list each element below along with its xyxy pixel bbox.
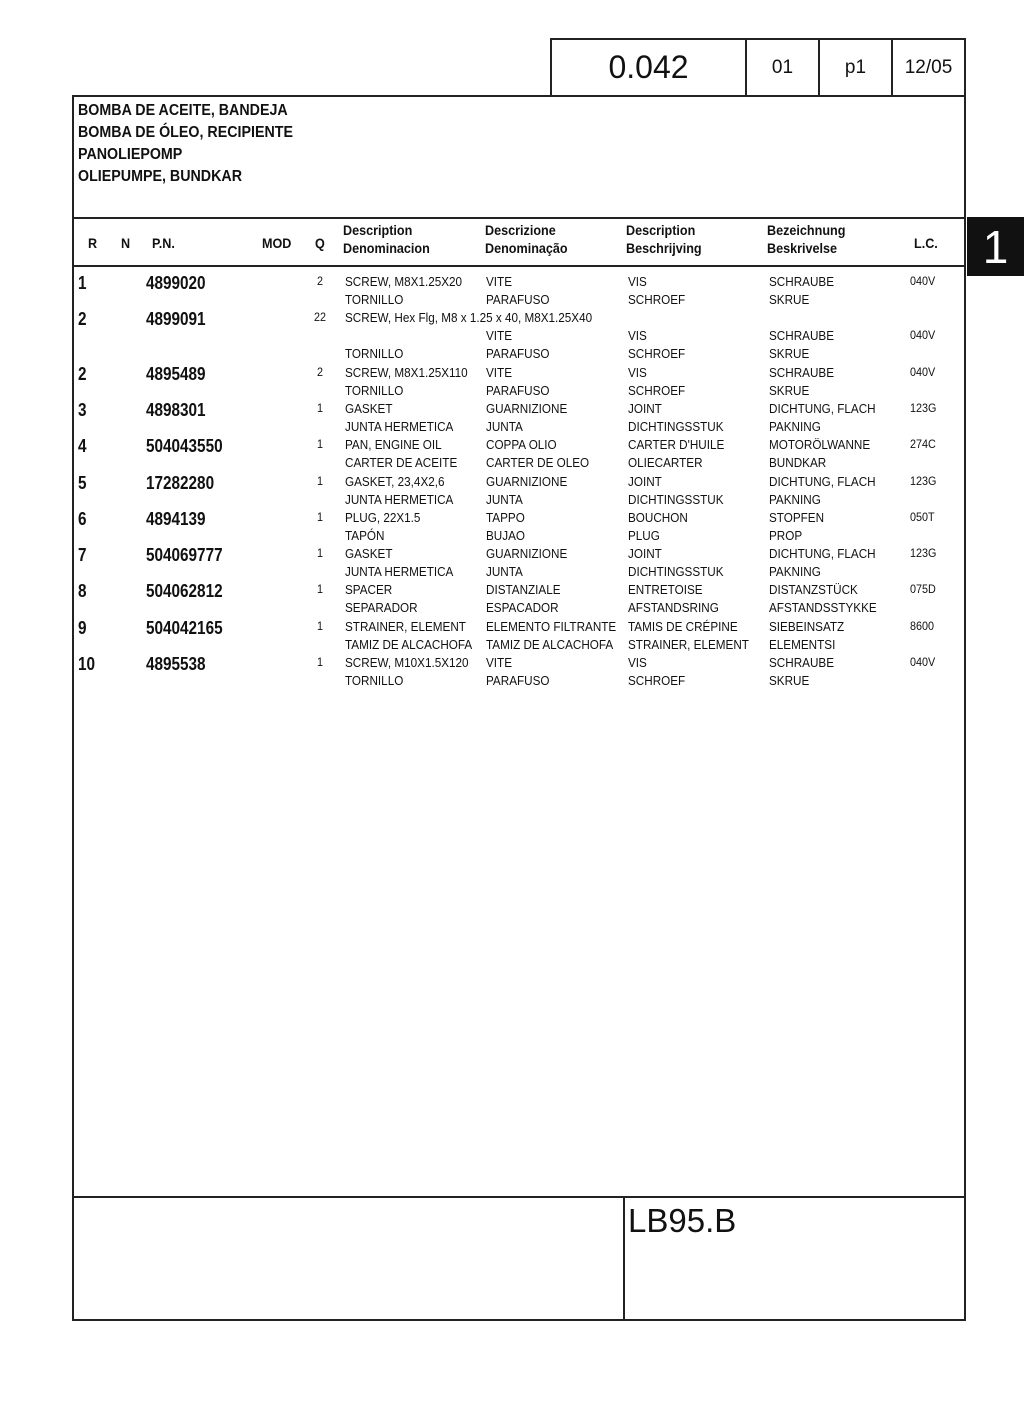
title-da: OLIEPUMPE, BUNDKAR	[78, 168, 243, 185]
row-desc-fr: VIS	[628, 328, 647, 343]
row-desc-it: GUARNIZIONE	[486, 474, 568, 489]
row-part-number: 4899020	[146, 273, 206, 293]
row-desc-it: COPPA OLIO	[486, 437, 557, 452]
row-lc: 040V	[910, 655, 936, 669]
row-part-number: 504062812	[146, 581, 223, 601]
row-desc-en: SPACER	[345, 582, 393, 597]
col-desc4	[767, 221, 845, 257]
col-desc3-a: Description	[626, 222, 696, 238]
divider-footer	[72, 1196, 966, 1198]
row-desc-fr: VIS	[628, 274, 647, 289]
row-part-number: 504069777	[146, 545, 223, 565]
col-lc: L.C.	[914, 235, 938, 251]
col-n: N	[121, 235, 131, 251]
page-code: 0.042	[608, 49, 689, 85]
page-number: p1	[844, 56, 867, 78]
row-ref: 1	[78, 273, 87, 293]
date-box	[891, 38, 966, 97]
row-desc-pt: TAMIZ DE ALCACHOFA	[486, 637, 614, 652]
row-lc: 050T	[910, 510, 935, 524]
model-code: LB95.B	[628, 1202, 737, 1239]
row-desc-nl: DICHTINGSSTUK	[628, 564, 724, 579]
row-desc-de: SCHRAUBE	[769, 365, 835, 380]
row-desc-da: SKRUE	[769, 673, 810, 688]
row-desc-de: SCHRAUBE	[769, 328, 835, 343]
row-ref: 10	[78, 654, 96, 674]
row-desc-da: SKRUE	[769, 292, 810, 307]
row-desc-da: SKRUE	[769, 346, 810, 361]
row-lc: 040V	[910, 328, 936, 342]
row-qty: 1	[317, 655, 324, 669]
row-part-number: 4898301	[146, 400, 206, 420]
row-desc-da: SKRUE	[769, 383, 810, 398]
row-desc-es: TORNILLO	[345, 292, 404, 307]
row-ref: 2	[78, 364, 87, 384]
row-desc-en: SCREW, M8X1.25X20	[345, 274, 463, 289]
row-desc-da: PAKNING	[769, 564, 821, 579]
row-desc-da: PAKNING	[769, 419, 821, 434]
row-desc-pt: PARAFUSO	[486, 292, 550, 307]
col-desc2-b: Denominação	[485, 240, 568, 256]
row-qty: 22	[314, 310, 327, 324]
row-desc-it: VITE	[486, 328, 513, 343]
row-desc-es: JUNTA HERMETICA	[345, 419, 454, 434]
row-part-number: 4895538	[146, 654, 206, 674]
row-desc-nl: SCHROEF	[628, 292, 686, 307]
row-ref: 2	[78, 309, 87, 329]
section-number: 01	[771, 56, 794, 78]
section-tab-number: 1	[982, 220, 1009, 273]
row-desc-da: PAKNING	[769, 492, 821, 507]
row-lc: 040V	[910, 274, 936, 288]
row-desc-pt: PARAFUSO	[486, 383, 550, 398]
row-qty: 2	[317, 365, 324, 379]
row-desc-fr: ENTRETOISE	[628, 582, 703, 597]
row-part-number: 504042165	[146, 618, 223, 638]
row-desc-it: GUARNIZIONE	[486, 401, 568, 416]
row-desc-it: TAPPO	[486, 510, 525, 525]
row-desc-da: AFSTANDSSTYKKE	[769, 600, 877, 615]
row-ref: 5	[78, 473, 87, 493]
row-desc-nl: SCHROEF	[628, 346, 686, 361]
row-desc-en: SCREW, M8X1.25X110	[345, 365, 468, 380]
divider-header	[72, 265, 966, 267]
row-desc-pt: JUNTA	[486, 492, 523, 507]
row-qty: 2	[317, 274, 324, 288]
row-lc: 123G	[910, 474, 937, 488]
row-qty: 1	[317, 546, 324, 560]
section-tab	[967, 217, 1024, 276]
row-desc-fr: JOINT	[628, 474, 662, 489]
row-desc-de: SCHRAUBE	[769, 274, 835, 289]
row-desc-en: GASKET	[345, 401, 393, 416]
row-desc-es: SEPARADOR	[345, 600, 418, 615]
row-desc-nl: PLUG	[628, 528, 660, 543]
row-desc-es: CARTER DE ACEITE	[345, 455, 458, 470]
row-qty: 1	[317, 474, 324, 488]
col-desc1	[343, 221, 430, 257]
row-desc-es: JUNTA HERMETICA	[345, 492, 454, 507]
row-desc-de: MOTORÖLWANNE	[769, 437, 871, 452]
divider-title	[72, 217, 966, 219]
row-ref: 7	[78, 545, 87, 565]
page-code-box	[550, 38, 747, 97]
page-box	[818, 38, 893, 97]
section-box	[745, 38, 820, 97]
row-desc-da: ELEMENTSI	[769, 637, 836, 652]
title-es: BOMBA DE ACEITE, BANDEJA	[78, 102, 288, 119]
row-desc-pt: ESPACADOR	[486, 600, 559, 615]
row-desc-da: BUNDKAR	[769, 455, 827, 470]
row-lc: 123G	[910, 546, 937, 560]
row-lc: 123G	[910, 401, 937, 415]
col-desc4-b: Beskrivelse	[767, 240, 838, 256]
row-desc-en: GASKET, 23,4X2,6	[345, 474, 445, 489]
title-nl: PANOLIEPOMP	[78, 146, 183, 163]
row-ref: 4	[78, 436, 87, 456]
row-desc-de: DICHTUNG, FLACH	[769, 474, 876, 489]
row-part-number: 504043550	[146, 436, 223, 456]
row-desc-pt: BUJAO	[486, 528, 526, 543]
row-desc-nl: DICHTINGSSTUK	[628, 419, 724, 434]
row-lc: 040V	[910, 365, 936, 379]
row-ref: 9	[78, 618, 87, 638]
col-mod: MOD	[262, 235, 292, 251]
col-r: R	[88, 235, 98, 251]
col-desc1-a: Description	[343, 222, 413, 238]
row-desc-it: VITE	[486, 365, 513, 380]
title-pt: BOMBA DE ÓLEO, RECIPIENTE	[78, 124, 293, 141]
row-desc-en: GASKET	[345, 546, 393, 561]
row-desc-it: ELEMENTO FILTRANTE	[486, 619, 617, 634]
row-desc-nl: SCHROEF	[628, 673, 686, 688]
row-qty: 1	[317, 582, 324, 596]
row-desc-fr: CARTER D'HUILE	[628, 437, 725, 452]
row-desc-nl: AFSTANDSRING	[628, 600, 719, 615]
row-desc-pt: PARAFUSO	[486, 346, 550, 361]
row-desc-fr: JOINT	[628, 546, 662, 561]
row-desc-de: DICHTUNG, FLACH	[769, 401, 876, 416]
row-part-number: 4895489	[146, 364, 206, 384]
row-desc-de: DISTANZSTÜCK	[769, 582, 858, 597]
row-desc-fr: JOINT	[628, 401, 662, 416]
col-desc1-b: Denominacion	[343, 240, 430, 256]
row-desc-pt: JUNTA	[486, 419, 523, 434]
row-desc-pt: JUNTA	[486, 564, 523, 579]
row-desc-de: SIEBEINSATZ	[769, 619, 845, 634]
row-qty: 1	[317, 510, 324, 524]
row-qty: 1	[317, 619, 324, 633]
row-desc-it: VITE	[486, 655, 513, 670]
row-desc-de: STOPFEN	[769, 510, 825, 525]
row-desc-es: TAMIZ DE ALCACHOFA	[345, 637, 473, 652]
row-lc: 8600	[910, 619, 935, 633]
row-desc-da: PROP	[769, 528, 803, 543]
row-desc-de: SCHRAUBE	[769, 655, 835, 670]
row-lc: 075D	[910, 582, 936, 596]
date: 12/05	[904, 56, 953, 78]
row-desc-fr: BOUCHON	[628, 510, 688, 525]
row-desc-nl: SCHROEF	[628, 383, 686, 398]
title-block	[78, 100, 293, 188]
row-desc-fr: VIS	[628, 365, 647, 380]
row-desc-it: GUARNIZIONE	[486, 546, 568, 561]
col-desc3-b: Beschrijving	[626, 240, 702, 256]
row-desc-nl: STRAINER, ELEMENT	[628, 637, 749, 652]
row-desc-it: VITE	[486, 274, 513, 289]
row-desc-es: TAPÓN	[345, 528, 385, 543]
row-desc-pt: CARTER DE OLEO	[486, 455, 590, 470]
row-desc-es: TORNILLO	[345, 346, 404, 361]
row-part-number: 4894139	[146, 509, 206, 529]
row-desc-es: TORNILLO	[345, 383, 404, 398]
row-ref: 3	[78, 400, 87, 420]
row-part-number: 17282280	[146, 473, 215, 493]
row-lc: 274C	[910, 437, 936, 451]
row-desc-es: JUNTA HERMETICA	[345, 564, 454, 579]
row-desc-it: DISTANZIALE	[486, 582, 561, 597]
row-desc-fr: VIS	[628, 655, 647, 670]
row-desc-de: DICHTUNG, FLACH	[769, 546, 876, 561]
row-desc-es: TORNILLO	[345, 673, 404, 688]
col-desc3	[626, 221, 702, 257]
row-desc-nl: DICHTINGSSTUK	[628, 492, 724, 507]
col-desc2-a: Descrizione	[485, 222, 556, 238]
row-ref: 8	[78, 581, 87, 601]
col-q: Q	[315, 235, 325, 251]
row-desc-en: PLUG, 22X1.5	[345, 510, 421, 525]
row-part-number: 4899091	[146, 309, 206, 329]
row-ref: 6	[78, 509, 87, 529]
row-desc-nl: OLIECARTER	[628, 455, 703, 470]
col-desc4-a: Bezeichnung	[767, 222, 846, 238]
row-desc-fr: TAMIS DE CRÉPINE	[628, 619, 738, 634]
row-desc-en: SCREW, Hex Flg, M8 x 1.25 x 40, M8X1.25X40	[345, 310, 593, 325]
col-pn: P.N.	[152, 235, 175, 251]
row-desc-en: STRAINER, ELEMENT	[345, 619, 466, 634]
divider-footer-vertical	[623, 1196, 625, 1320]
row-desc-en: SCREW, M10X1.5X120	[345, 655, 469, 670]
row-qty: 1	[317, 437, 324, 451]
row-desc-en: PAN, ENGINE OIL	[345, 437, 442, 452]
row-qty: 1	[317, 401, 324, 415]
col-desc2	[485, 221, 568, 257]
row-desc-pt: PARAFUSO	[486, 673, 550, 688]
